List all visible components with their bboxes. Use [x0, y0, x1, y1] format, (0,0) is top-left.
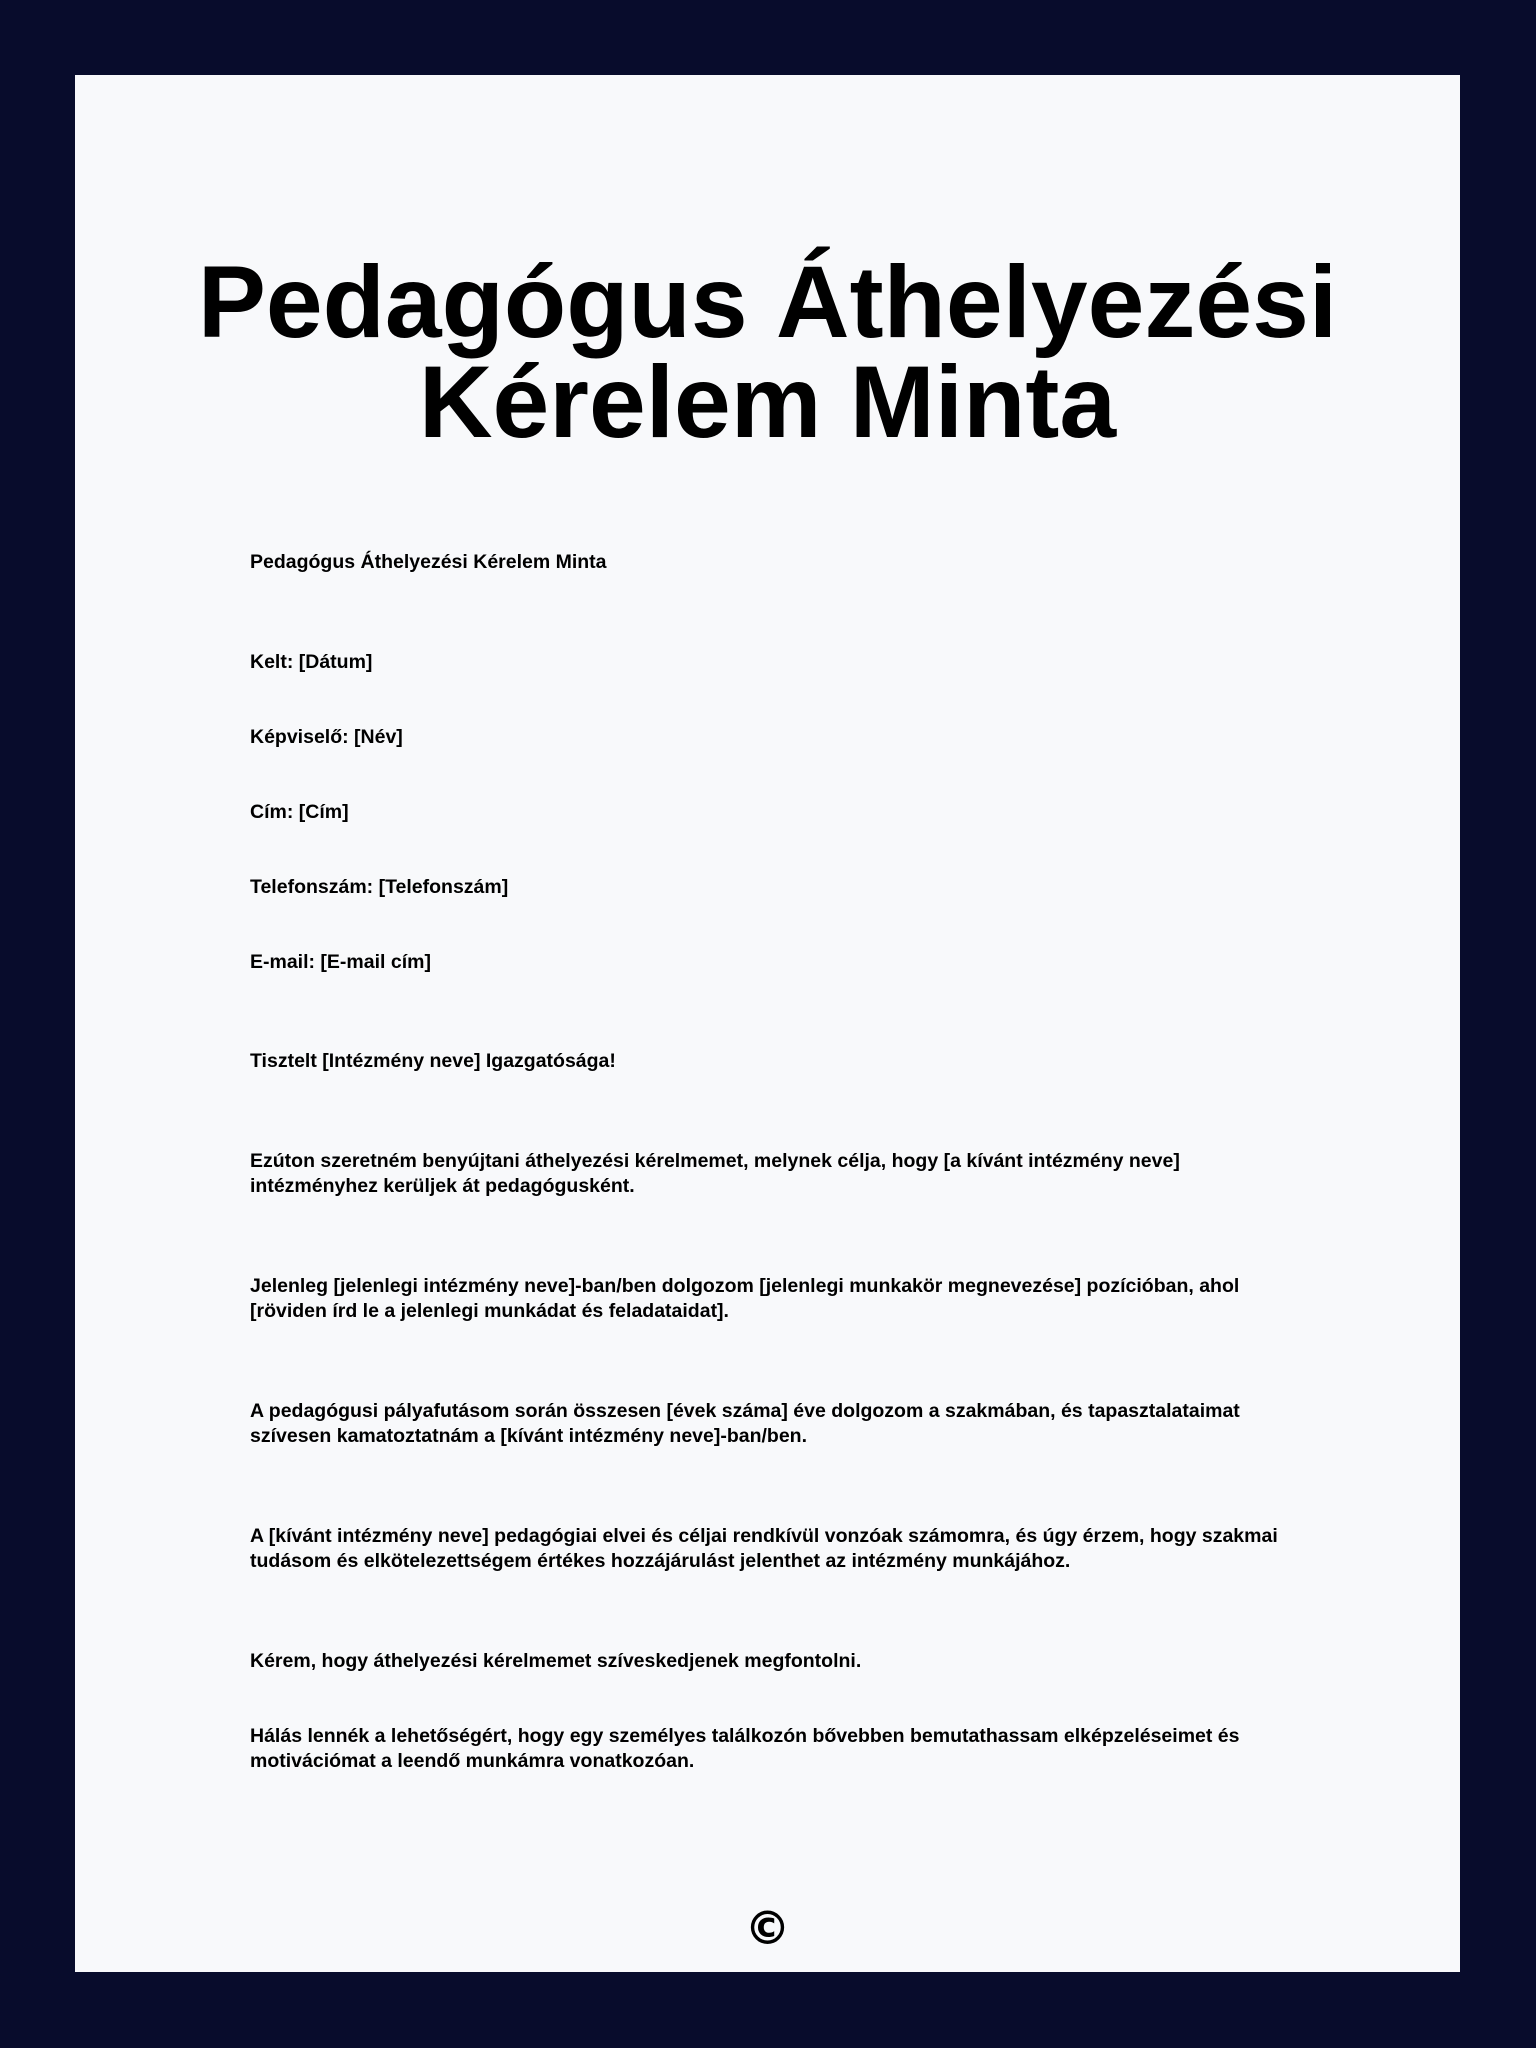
document-title: Pedagógus Áthelyezési Kérelem Minta [197, 245, 1338, 459]
representative-field: Képviselő: [Név] [250, 726, 403, 748]
copyright-icon: © [744, 1901, 791, 1955]
paragraph-2: Jelenleg [jelenlegi intézmény neve]-ban/ben dolgozom [jelenlegi munkakör megnevezése] pozícióban, ahol [röviden írd le a jelenlegi munkádat és feladataidat]. [250, 1275, 1240, 1322]
document-subtitle: Pedagógus Áthelyezési Kérelem Minta [250, 551, 607, 573]
paragraph-6: Hálás lennék a lehetőségért, hogy egy személyes találkozón bővebben bemutathassam elképzeléseimet és motivációmat a leendő munkámra vonatkozóan. [250, 1725, 1240, 1772]
document-page [75, 75, 1460, 1972]
address-field: Cím: [Cím] [250, 801, 349, 823]
salutation: Tisztelt [Intézmény neve] Igazgatósága! [250, 1050, 616, 1072]
phone-field: Telefonszám: [Telefonszám] [250, 876, 509, 898]
paragraph-1: Ezúton szeretném benyújtani áthelyezési kérelmemet, melynek célja, hogy [a kívánt intézmény neve] intézményhez kerüljek át pedagógusként. [250, 1150, 1180, 1197]
paragraph-5: Kérem, hogy áthelyezési kérelmemet szíveskedjenek megfontolni. [250, 1650, 862, 1672]
paragraph-3: A pedagógusi pályafutásom során összesen [évek száma] éve dolgozom a szakmában, és tapasztalataimat szívesen kamatoztatnám a [kívánt intézmény neve]-ban/ben. [250, 1400, 1240, 1447]
date-field: Kelt: [Dátum] [250, 651, 373, 673]
paragraph-4: A [kívánt intézmény neve] pedagógiai elvei és céljai rendkívül vonzóak számomra, és úgy érzem, hogy szakmai tudásom és elkötelezettségem értékes hozzájárulást jelenthet az intézmény munkájához. [250, 1525, 1278, 1572]
email-field: E-mail: [E-mail cím] [250, 951, 431, 973]
